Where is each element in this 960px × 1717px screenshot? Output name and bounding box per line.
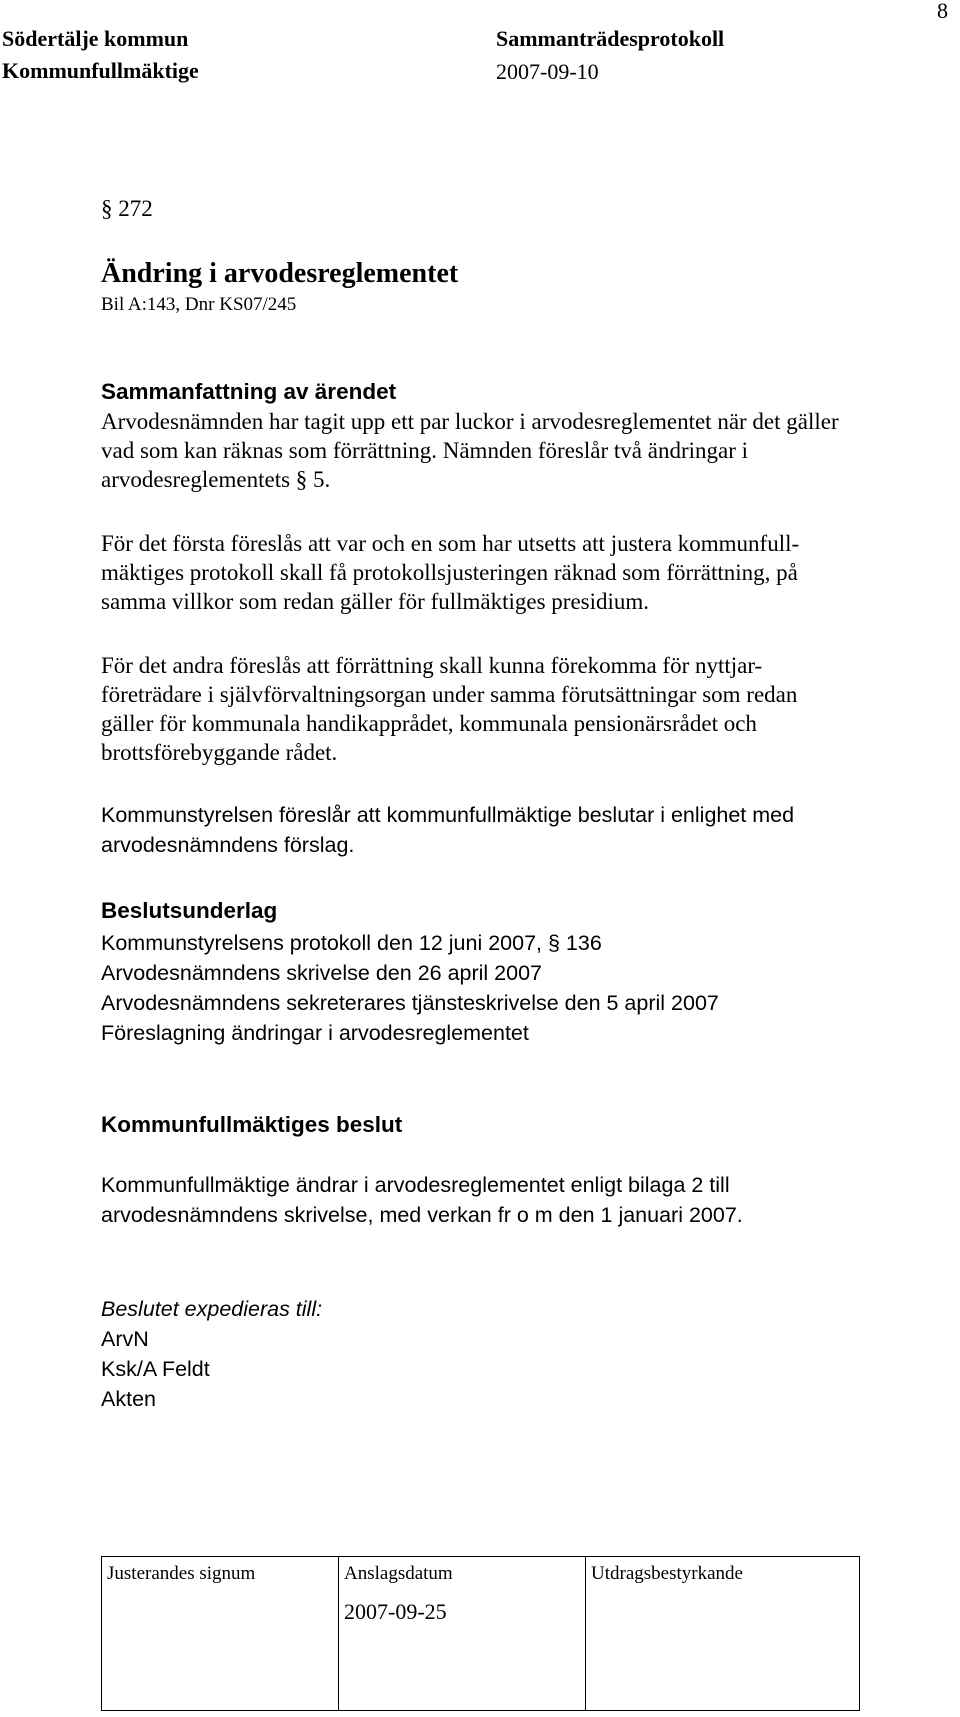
text-line: arvodesnämndens skrivelse, med verkan fr o m den 1 januari 2007. — [101, 1203, 743, 1227]
text-line: För det andra föreslås att förrättning skall kunna förekomma för nyttjar- — [101, 653, 763, 678]
certification-cell — [586, 1557, 860, 1711]
signature-table — [101, 1556, 860, 1711]
text-line: vad som kan räknas som förrättning. Nämnden föreslår två ändringar i — [101, 438, 748, 463]
decision-heading: Kommunfullmäktiges beslut — [101, 1112, 403, 1137]
header-body-name: Kommunfullmäktige — [2, 58, 199, 83]
summary-intro — [101, 407, 839, 494]
text-line: brottsförebyggande rådet. — [101, 740, 338, 765]
text-line: arvodesreglementets § 5. — [101, 467, 331, 492]
distribution-list — [101, 1324, 210, 1414]
header-doc-type: Sammanträdesprotokoll — [496, 26, 725, 51]
page-title: Ändring i arvodesreglementet — [101, 258, 459, 289]
posting-date-cell — [339, 1557, 586, 1711]
header-date: 2007-09-10 — [496, 59, 599, 84]
text-line: mäktiges protokoll skall få protokollsjusteringen räknad som förrättning, på — [101, 560, 798, 585]
list-item: Föreslagning ändringar i arvodesreglementet — [101, 1021, 529, 1045]
text-line: För det första föreslås att var och en som har utsetts att justera kommunfull- — [101, 531, 800, 556]
second-proposal — [101, 651, 797, 767]
list-item: Arvodesnämndens sekreterares tjänsteskrivelse den 5 april 2007 — [101, 991, 719, 1015]
summary-heading: Sammanfattning av ärendet — [101, 379, 397, 404]
board-proposal — [101, 800, 794, 860]
case-reference: Bil A:143, Dnr KS07/245 — [101, 294, 297, 315]
page-number: 8 — [937, 0, 948, 23]
text-line: arvodesnämndens förslag. — [101, 833, 355, 857]
decision-text — [101, 1170, 743, 1230]
header-municipality: Södertälje kommun — [2, 26, 189, 51]
text-line: samma villkor som redan gäller för fullmäktiges presidium. — [101, 589, 650, 614]
text-line: företrädare i självförvaltningsorgan under samma förutsättningar som redan — [101, 682, 798, 707]
posting-date-label: Anslagsdatum — [344, 1563, 453, 1584]
text-line: Arvodesnämnden har tagit upp ett par luckor i arvodesreglementet när det gäller — [101, 409, 839, 434]
signature-label: Justerandes signum — [107, 1563, 256, 1584]
certification-label: Utdragsbestyrkande — [591, 1563, 743, 1584]
list-item: Kommunstyrelsens protokoll den 12 juni 2007, § 136 — [101, 931, 602, 955]
list-item: Arvodesnämndens skrivelse den 26 april 2007 — [101, 961, 543, 985]
posting-date-value: 2007-09-25 — [344, 1599, 447, 1624]
text-line: gäller för kommunala handikapprådet, kommunala pensionärsrådet och — [101, 711, 757, 736]
signature-cell — [102, 1557, 339, 1711]
first-proposal — [101, 529, 799, 616]
list-item: ArvN — [101, 1327, 149, 1351]
paragraph-ref: § 272 — [101, 196, 153, 221]
distribution-heading: Beslutet expedieras till: — [101, 1297, 323, 1321]
list-item: Akten — [101, 1387, 156, 1411]
basis-heading: Beslutsunderlag — [101, 898, 278, 923]
list-item: Ksk/A Feldt — [101, 1357, 210, 1381]
text-line: Kommunstyrelsen föreslår att kommunfullmäktige beslutar i enlighet med — [101, 803, 795, 827]
text-line: Kommunfullmäktige ändrar i arvodesreglementet enligt bilaga 2 till — [101, 1173, 730, 1197]
basis-list — [101, 928, 719, 1048]
